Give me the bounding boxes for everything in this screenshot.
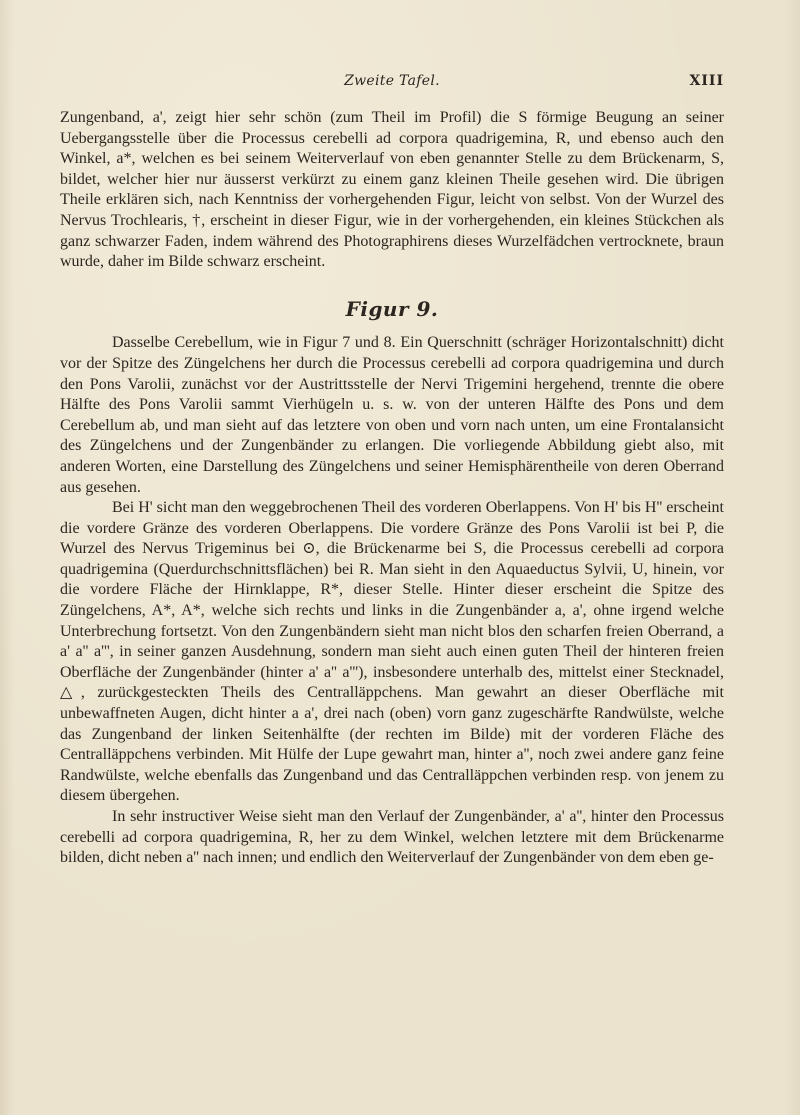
paragraph-figure-description: Dasselbe Cerebellum, wie in Figur 7 und 8. Ein Querschnitt (schräger Horizontalschnitt) dicht vor der Spitze des Züngelchens her durch die Processus cerebelli ad corpora quadrigemina und durch den Pons Varolii, zunächst vor der Austrittsstelle der Nervi Trigemini hergehend, trennte die obere Hälfte des Pons Varolii sammt Vierhügeln u. s. w. von der unteren Hälfte des Pons und dem Cerebellum ab, und man sieht auf das letztere von oben und vorn nach unten, um eine Frontalansicht des Züngelchens und der Zungenbänder zu erlangen. Die vorliegende Abbildung giebt also, mit anderen Worten, eine Darstellung des Züngelchens und seiner Hemisphärentheile von deren Oberrand aus gesehen. — [60, 334, 724, 496]
paragraph-course: In sehr instructiver Weise sieht man den Verlauf der Zungenbänder, a' a'', hinter den Processus cerebelli ad corpora quadrigemina, R, her zu dem Winkel, welchen letztere mit dem Brückenarme bilden, dicht neben a'' nach innen; und endlich den Weiterverlauf der Zungenbänder von dem eben ge- — [60, 808, 724, 867]
figure-heading: Figur 9. — [345, 296, 439, 321]
paragraph-labels: Bei H' sicht man den weggebrochenen Theil des vorderen Oberlappens. Von H' bis H'' erscheint die vordere Gränze des vorderen Oberlappens. Die vordere Gränze des Pons Varolii ist bei P, die Wurzel des Nervus Trigeminus bei ⊙, die Brückenarme bei S, die Processus cerebelli ad corpora quadrigemina (Querdurchschnittsflächen) bei R. Man sieht in den Aquaeductus Sylvii, U, hinein, vor die vordere Fläche der Hirnklappe, R*, dieser Stelle. Hinter dieser erscheint die Spitze des Züngelchens, A*, A*, welche sich rechts und links in die Zungenbänder a, a', ohne irgend welche Unterbrechung fortsetzt. Von den Zungenbändern sieht man nicht blos den scharfen freien Oberrand, a a' a'' a''', in seiner ganzen Ausdehnung, sondern man sieht auch einen guten Theil der hinteren freien Oberfläche der Zungenbänder (hinter a' a'' a'''), insbesondere unterhalb des, mittelst einer Stecknadel, △, zurückgesteckten Theils des Centralläppchens. Man gewahrt an dieser Oberfläche mit unbewaffneten Augen, dicht hinter a a', drei nach (oben) vorn ganz zugeschärfte Randwülste, welche das Zungenband der linken Seitenhälfte (der rechten im Bilde) mit der vorderen Fläche des Centralläppchens verbinden. Mit Hülfe der Lupe gewahrt man, hinter a'', noch zwei andere ganz feine Randwülste, welche ebenfalls das Zungenband und das Centralläppchen verbinden resp. von jenem zu diesem übergehen. — [60, 499, 724, 805]
running-head — [60, 73, 724, 95]
page-number: XIII — [689, 73, 724, 89]
body-text — [60, 108, 724, 869]
paragraph-continuation: Zungenband, a', zeigt hier sehr schön (zum Theil im Profil) die S förmige Beugung an seiner Uebergangsstelle über die Processus cerebelli ad corpora quadrigemina, R, und ebenso auch den Winkel, a*, welchen es bei seinem Weiterverlauf von eben genannter Stelle zu dem Brückenarm, S, bildet, welcher hier nur äusserst verkürzt zu einem ganz kleinen Theile gesehen wird. Die übrigen Theile erklären sich, nach Kenntniss der vorhergehenden Figur, leicht von selbst. Von der Wurzel des Nervus Trochlearis, †, erscheint in dieser Figur, wie in der vorhergehenden, ein kleines Stückchen als ganz schwarzer Faden, indem während des Photographirens dieses Wurzelfädchen vertrocknete, braun wurde, daher im Bilde schwarz erscheint. — [60, 109, 724, 271]
running-title: Zweite Tafel. — [344, 73, 440, 89]
